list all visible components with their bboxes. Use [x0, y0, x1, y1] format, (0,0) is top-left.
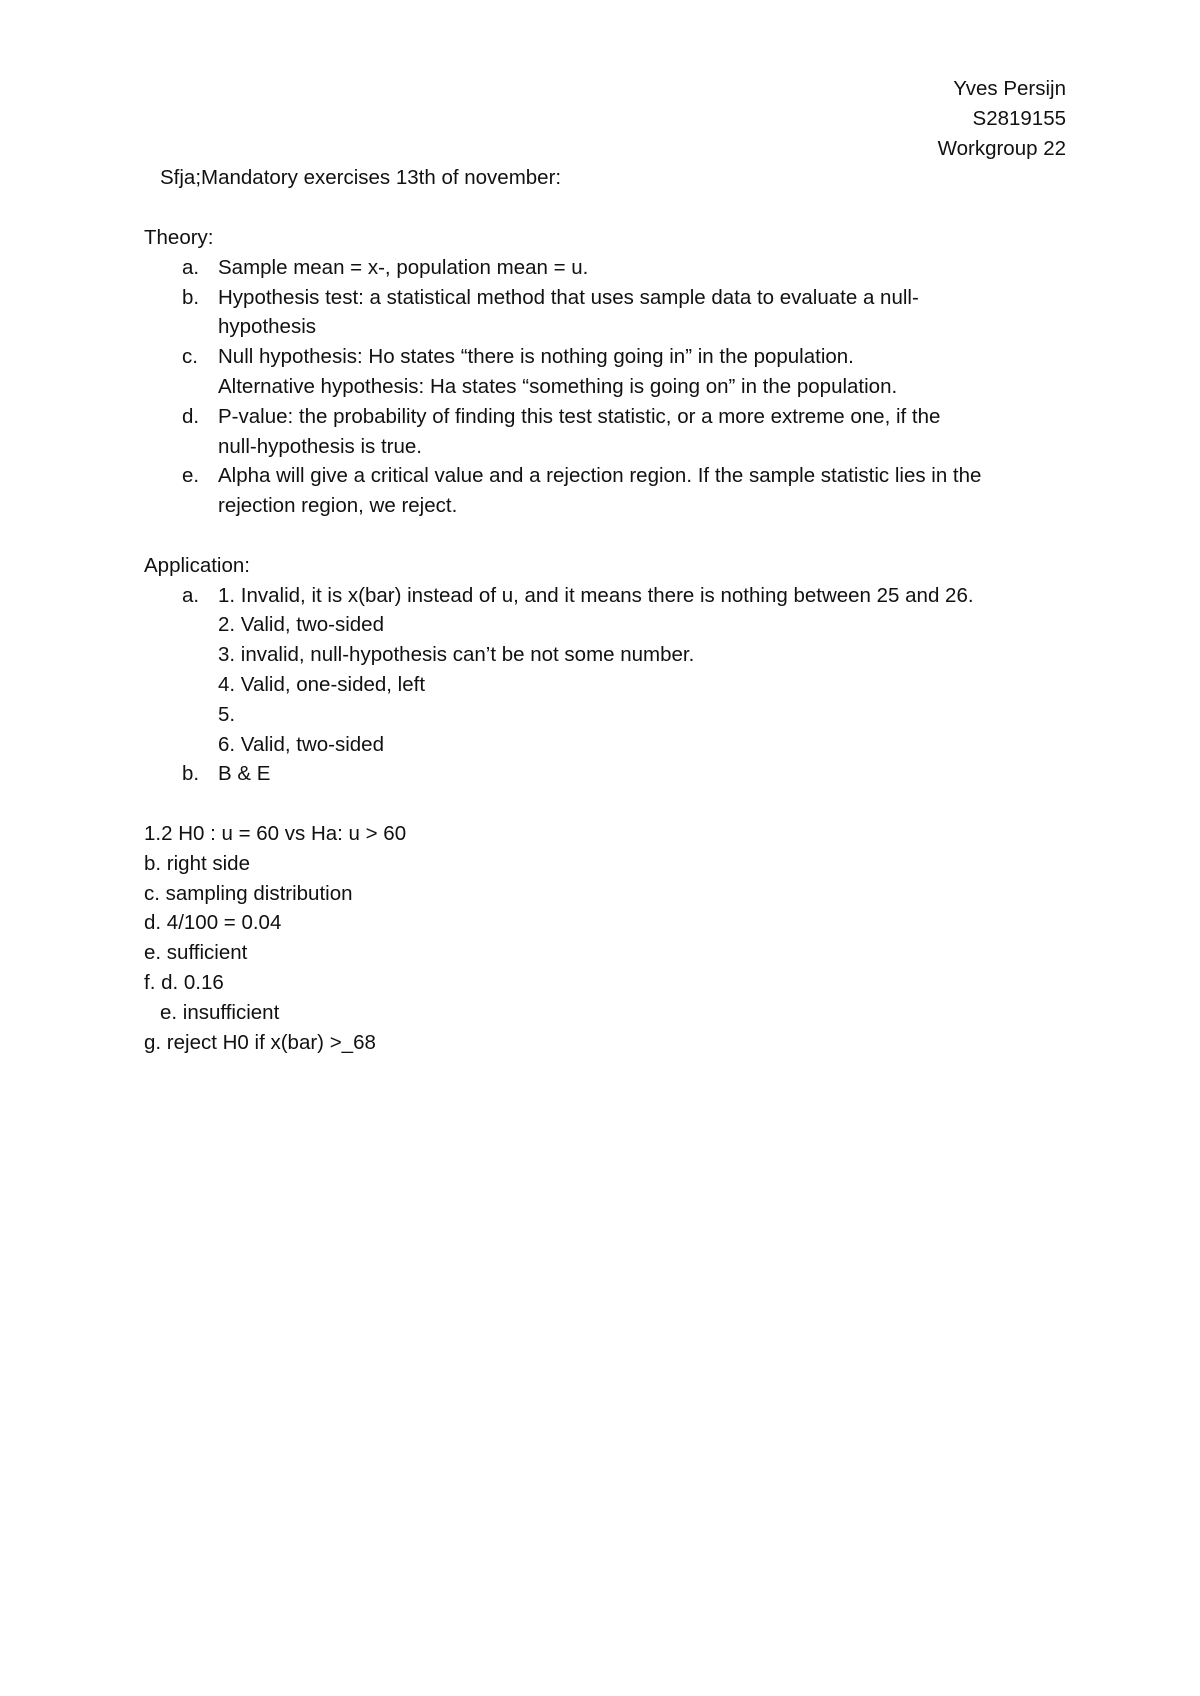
answer-line-indented: e. insufficient [160, 1000, 280, 1024]
list-item-text: Null hypothesis: Ho states “there is nothing going in” in the population. [218, 345, 854, 369]
document-body [144, 223, 1064, 1057]
list-item-text: hypothesis [218, 315, 317, 339]
list-item-text: Alpha will give a critical value and a rejection region. If the sample statistic lies in the [218, 464, 982, 488]
list-item [144, 759, 1064, 789]
list-item-text: 5. [218, 702, 236, 726]
spacer [144, 789, 1064, 819]
answer-line: 1.2 H0 : u = 60 vs Ha: u > 60 [144, 821, 407, 845]
list-item-text: rejection region, we reject. [218, 494, 458, 518]
list-marker: e. [182, 464, 200, 488]
answer-line: g. reject H0 if x(bar) >_68 [144, 1030, 376, 1054]
list-marker: d. [182, 404, 200, 428]
student-number: S2819155 [972, 106, 1066, 130]
answer-line: b. right side [144, 851, 250, 875]
theory-list [144, 253, 1064, 521]
list-marker: b. [182, 762, 200, 786]
workgroup-label: Workgroup 22 [937, 136, 1066, 160]
application-heading: Application: [144, 553, 250, 577]
list-item-text: 3. invalid, null-hypothesis can’t be not some number. [218, 643, 695, 667]
list-item-text: B & E [218, 762, 271, 786]
list-marker: a. [182, 583, 200, 607]
author-name: Yves Persijn [953, 77, 1066, 100]
list-item [144, 402, 1064, 462]
list-item [144, 461, 1064, 521]
list-item-text: Alternative hypothesis: Ha states “something is going on” in the population. [218, 374, 898, 398]
answer-line: d. 4/100 = 0.04 [144, 911, 282, 935]
list-marker: b. [182, 285, 200, 309]
list-item-text: 1. Invalid, it is x(bar) instead of u, and it means there is nothing between 25 and 26. [218, 583, 974, 607]
exercise-1-2 [144, 819, 1064, 1057]
list-item-text: 6. Valid, two-sided [218, 732, 384, 756]
list-item [144, 581, 1064, 760]
author-header [938, 74, 1066, 163]
theory-heading: Theory: [144, 226, 214, 249]
answer-line: f. d. 0.16 [144, 970, 224, 994]
answer-line: c. sampling distribution [144, 881, 353, 905]
list-marker: c. [182, 345, 198, 369]
spacer [144, 521, 1064, 551]
list-item-text: 4. Valid, one-sided, left [218, 672, 426, 696]
document-title: Sfja;Mandatory exercises 13th of november: [160, 166, 562, 189]
list-item [144, 342, 1064, 402]
list-item-text: null-hypothesis is true. [218, 434, 422, 458]
list-item [144, 253, 1064, 283]
application-list [144, 581, 1064, 790]
list-item [144, 283, 1064, 343]
list-item-text: 2. Valid, two-sided [218, 613, 384, 637]
list-item-text: P-value: the probability of finding this test statistic, or a more extreme one, if the [218, 404, 941, 428]
list-item-text: Sample mean = x-, population mean = u. [218, 255, 589, 279]
list-marker: a. [182, 255, 200, 279]
list-item-text: Hypothesis test: a statistical method that uses sample data to evaluate a null- [218, 285, 919, 309]
answer-line: e. sufficient [144, 941, 248, 965]
